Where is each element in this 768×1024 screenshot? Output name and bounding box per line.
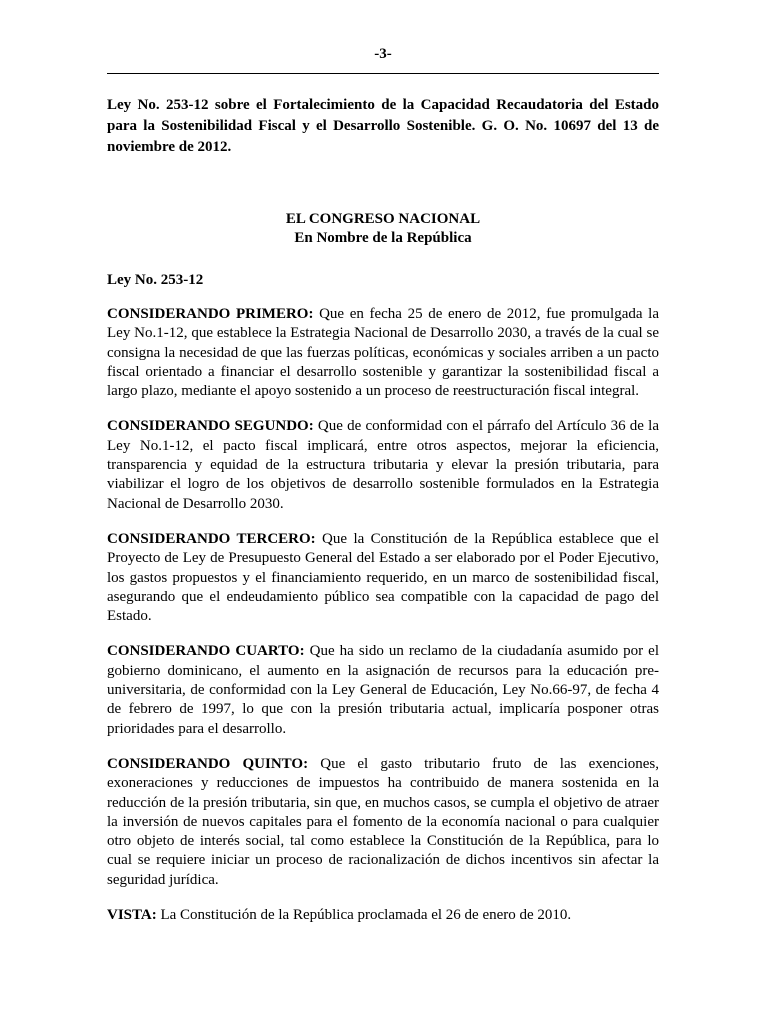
issuer-heading: [107, 210, 659, 248]
paragraph-label: VISTA:: [107, 907, 157, 924]
paragraph-text: Que ha sido un reclamo de la ciudadanía asumido por el gobierno dominicano, el aumento en la asignación de recursos para la educación pre-universitaria, de conformidad con la Ley General de Educación, Ley No.66-97, de fecha 4 de febrero de 1997, lo que con la presión tributaria actual, implicaría posponer otras prioridades para el desarrollo.: [107, 643, 660, 737]
paragraph-label: CONSIDERANDO SEGUNDO:: [107, 418, 314, 435]
paragraph-considerando-segundo: [107, 417, 659, 513]
paragraph-label: CONSIDERANDO QUINTO:: [107, 755, 309, 772]
paragraph-considerando-primero: [107, 305, 659, 401]
header-rule: [107, 73, 659, 74]
issuer-line-2: En Nombre de la República: [294, 230, 472, 246]
paragraph-text: La Constitución de la República proclamada el 26 de enero de 2010.: [156, 907, 572, 924]
paragraph-considerando-tercero: [107, 530, 659, 626]
issuer-line-1: EL CONGRESO NACIONAL: [285, 211, 481, 227]
paragraph-text: Que el gasto tributario fruto de las exenciones, exoneraciones y reducciones de impuestos ha contribuido de manera sostenida en la reducción de la presión tributaria, sin que, en muchos casos, se cumpla el objetivo de atraer la inversión de nuevos capitales para el fomento de la economía nacional o para cualquier otro objeto de interés social, tal como establece la Constitución de la República, para lo cual se requiere iniciar un proceso de racionalización de dichos incentivos sin afectar la seguridad jurídica.: [107, 755, 659, 888]
law-title: Ley No. 253-12 sobre el Fortalecimiento de la Capacidad Recaudatoria del Estado para la Sostenibilidad Fiscal y el Desarrollo Sostenible. G. O. No. 10697 del 13 de noviembre de 2012.: [107, 97, 659, 155]
paragraph-text: Que en fecha 25 de enero de 2012, fue promulgada la Ley No.1-12, que establece la Estrategia Nacional de Desarrollo 2030, a través de la cual se consigna la necesidad de que las fuerzas políticas, económicas y sociales arriben a un pacto fiscal orientado a financiar el desarrollo sostenible y garantizar la sostenibilidad fiscal a largo plazo, mediante el apoyo sostenido a un proceso de reestructuración fiscal integral.: [107, 306, 659, 400]
law-number: Ley No. 253-12: [107, 272, 204, 288]
paragraph-label: CONSIDERANDO PRIMERO:: [107, 306, 314, 322]
paragraph-considerando-cuarto: [107, 642, 659, 738]
paragraph-vista: [107, 906, 659, 925]
paragraph-text: Que la Constitución de la República establece que el Proyecto de Ley de Presupuesto General del Estado a ser elaborado por el Poder Ejecutivo, los gastos propuestos y el financiamiento requerido, en un marco de sostenibilidad fiscal, asegurando que el endeudamiento público sea compatible con la capacidad de pago del Estado.: [107, 530, 659, 625]
paragraph-text: Que de conformidad con el párrafo del Artículo 36 de la Ley No.1-12, el pacto fiscal implicará, entre otros aspectos, mejorar la eficiencia, transparencia y equidad de la estructura tributaria y elevar la presión tributaria, para viabilizar el logro de los objetivos de desarrollo sostenible formulados en la Estrategia Nacional de Desarrollo 2030.: [107, 418, 659, 512]
page-number: -3-: [374, 46, 392, 62]
paragraph-considerando-quinto: [107, 755, 659, 890]
document-page: [107, 45, 659, 925]
paragraph-label: CONSIDERANDO TERCERO:: [107, 530, 316, 547]
paragraph-label: CONSIDERANDO CUARTO:: [107, 643, 305, 660]
